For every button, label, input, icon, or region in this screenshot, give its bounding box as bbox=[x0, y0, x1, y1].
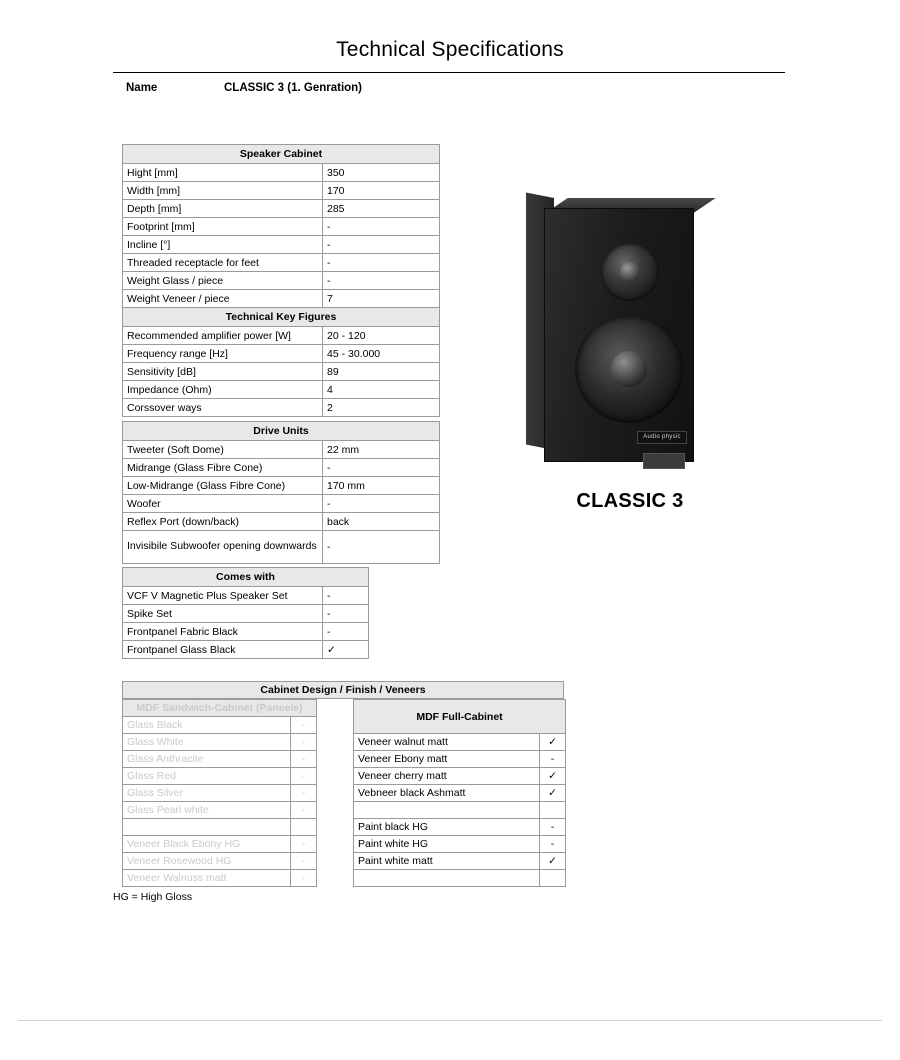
row-label: Veneer Ebony matt bbox=[354, 751, 540, 768]
row-value: - bbox=[291, 853, 317, 870]
row-label: Glass Silver bbox=[123, 785, 291, 802]
row-value: - bbox=[291, 836, 317, 853]
table-header: Comes with bbox=[123, 568, 369, 587]
table-row bbox=[354, 785, 566, 802]
table-row bbox=[123, 327, 440, 345]
row-value: ✓ bbox=[540, 853, 566, 870]
row-label: Sensitivity [dB] bbox=[123, 363, 323, 381]
row-value: - bbox=[323, 254, 440, 272]
cabinet-front-baffle bbox=[544, 208, 694, 462]
brand-logo-plate: Audio physic bbox=[637, 431, 687, 444]
row-value: 170 mm bbox=[323, 477, 440, 495]
row-label: Width [mm] bbox=[123, 182, 323, 200]
row-label bbox=[123, 819, 291, 836]
row-label: Impedance (Ohm) bbox=[123, 381, 323, 399]
woofer-driver-icon bbox=[575, 315, 683, 423]
row-label: Midrange (Glass Fibre Cone) bbox=[123, 459, 323, 477]
product-image-area bbox=[500, 190, 760, 512]
table-row bbox=[123, 236, 440, 254]
row-value bbox=[291, 819, 317, 836]
row-value: ✓ bbox=[540, 785, 566, 802]
table-row bbox=[123, 605, 369, 623]
table-header: Cabinet Design / Finish / Veneers bbox=[122, 681, 564, 699]
row-value: - bbox=[291, 751, 317, 768]
row-label: Glass Pearl white bbox=[123, 802, 291, 819]
table-row bbox=[123, 495, 440, 513]
title-divider bbox=[113, 72, 785, 73]
row-value: - bbox=[291, 785, 317, 802]
row-value: - bbox=[323, 236, 440, 254]
table-row bbox=[123, 734, 317, 751]
table-row bbox=[123, 531, 440, 564]
table-row bbox=[354, 751, 566, 768]
row-label: Frontpanel Fabric Black bbox=[123, 623, 323, 641]
table-row bbox=[123, 441, 440, 459]
row-value: - bbox=[323, 587, 369, 605]
table-drive-units bbox=[122, 421, 440, 564]
row-label: Vebneer black Ashmatt bbox=[354, 785, 540, 802]
table-row bbox=[123, 254, 440, 272]
row-value: - bbox=[323, 218, 440, 236]
table-row bbox=[123, 623, 369, 641]
table-row bbox=[123, 363, 440, 381]
table-header: Technical Key Figures bbox=[123, 308, 440, 327]
table-row bbox=[123, 751, 317, 768]
row-value: ✓ bbox=[323, 641, 369, 659]
row-value: 20 - 120 bbox=[323, 327, 440, 345]
table-row bbox=[123, 290, 440, 308]
row-label: Spike Set bbox=[123, 605, 323, 623]
speaker-illustration bbox=[526, 198, 708, 466]
name-value: CLASSIC 3 (1. Genration) bbox=[224, 82, 363, 94]
table-row bbox=[123, 381, 440, 399]
row-value: ✓ bbox=[540, 734, 566, 751]
row-value: - bbox=[323, 272, 440, 290]
tweeter-driver-icon bbox=[601, 243, 659, 301]
table-header: Drive Units bbox=[123, 422, 440, 441]
row-value: 4 bbox=[323, 381, 440, 399]
row-value: - bbox=[540, 819, 566, 836]
table-technical-key-figures bbox=[122, 307, 440, 417]
row-value: 7 bbox=[323, 290, 440, 308]
row-value: back bbox=[323, 513, 440, 531]
table-row bbox=[123, 182, 440, 200]
table-row bbox=[123, 819, 317, 836]
row-value bbox=[540, 870, 566, 887]
row-value: - bbox=[291, 717, 317, 734]
row-value bbox=[540, 802, 566, 819]
table-row bbox=[123, 345, 440, 363]
row-value: - bbox=[323, 623, 369, 641]
row-label: Frontpanel Glass Black bbox=[123, 641, 323, 659]
row-value: 45 - 30.000 bbox=[323, 345, 440, 363]
row-label: Veneer Walnuss matt bbox=[123, 870, 291, 887]
row-label: VCF V Magnetic Plus Speaker Set bbox=[123, 587, 323, 605]
row-label: Veneer cherry matt bbox=[354, 768, 540, 785]
table-speaker-cabinet bbox=[122, 144, 440, 308]
row-label: Glass White bbox=[123, 734, 291, 751]
row-label: Weight Veneer / piece bbox=[123, 290, 323, 308]
table-row bbox=[354, 768, 566, 785]
table-row bbox=[354, 734, 566, 751]
table-row bbox=[123, 870, 317, 887]
table-header: Speaker Cabinet bbox=[123, 145, 440, 164]
table-row bbox=[354, 870, 566, 887]
row-label: Veneer Black Ebony HG bbox=[123, 836, 291, 853]
row-label bbox=[354, 870, 540, 887]
table-row bbox=[354, 819, 566, 836]
table-row bbox=[123, 459, 440, 477]
page-title: Technical Specifications bbox=[336, 38, 564, 61]
table-row bbox=[123, 399, 440, 417]
table-row bbox=[354, 836, 566, 853]
row-label: Veneer Rosewood HG bbox=[123, 853, 291, 870]
row-value: - bbox=[540, 751, 566, 768]
row-value: 285 bbox=[323, 200, 440, 218]
table-row bbox=[123, 836, 317, 853]
row-label: Reflex Port (down/back) bbox=[123, 513, 323, 531]
table-header: MDF Full-Cabinet bbox=[354, 700, 566, 734]
row-label: Invisibile Subwoofer opening downwards bbox=[123, 531, 323, 564]
product-caption: CLASSIC 3 bbox=[576, 490, 684, 512]
row-label: Glass Red bbox=[123, 768, 291, 785]
table-row bbox=[123, 218, 440, 236]
table-row bbox=[354, 853, 566, 870]
name-label: Name bbox=[126, 82, 158, 94]
row-value: 22 mm bbox=[323, 441, 440, 459]
row-label: Tweeter (Soft Dome) bbox=[123, 441, 323, 459]
table-row bbox=[354, 802, 566, 819]
row-value: - bbox=[323, 531, 440, 564]
row-value: - bbox=[540, 836, 566, 853]
row-label: Recommended amplifier power [W] bbox=[123, 327, 323, 345]
table-row bbox=[123, 641, 369, 659]
row-value: - bbox=[291, 802, 317, 819]
table-row bbox=[123, 513, 440, 531]
row-value: - bbox=[291, 734, 317, 751]
table-comes-with bbox=[122, 567, 369, 659]
row-label: Paint white HG bbox=[354, 836, 540, 853]
base-plate bbox=[643, 453, 685, 469]
row-label: Depth [mm] bbox=[123, 200, 323, 218]
row-label: Hight [mm] bbox=[123, 164, 323, 182]
row-label: Veneer walnut matt bbox=[354, 734, 540, 751]
table-row bbox=[123, 853, 317, 870]
row-label: Glass Anthracite bbox=[123, 751, 291, 768]
section-cabinet-design bbox=[122, 681, 564, 887]
table-mdf-full-cabinet bbox=[353, 699, 566, 887]
table-mdf-sandwich-cabinet bbox=[122, 699, 317, 887]
row-label: Frequency range [Hz] bbox=[123, 345, 323, 363]
footer-divider bbox=[18, 1020, 882, 1021]
table-row bbox=[123, 768, 317, 785]
table-row bbox=[123, 200, 440, 218]
row-label: Paint black HG bbox=[354, 819, 540, 836]
row-label: Paint white matt bbox=[354, 853, 540, 870]
table-header: MDF Sandwich-Cabinet (Paneele) bbox=[123, 700, 317, 717]
row-label: Low-Midrange (Glass Fibre Cone) bbox=[123, 477, 323, 495]
footnote-high-gloss: HG = High Gloss bbox=[113, 891, 193, 903]
row-label: Glass Black bbox=[123, 717, 291, 734]
row-value: - bbox=[291, 870, 317, 887]
table-row bbox=[123, 587, 369, 605]
table-row bbox=[123, 477, 440, 495]
row-label: Threaded receptacle for feet bbox=[123, 254, 323, 272]
row-label: Footprint [mm] bbox=[123, 218, 323, 236]
row-label: Incline [°] bbox=[123, 236, 323, 254]
row-value: - bbox=[323, 495, 440, 513]
row-value: - bbox=[323, 459, 440, 477]
table-row bbox=[123, 272, 440, 290]
row-label: Weight Glass / piece bbox=[123, 272, 323, 290]
table-row bbox=[123, 717, 317, 734]
table-row bbox=[123, 802, 317, 819]
row-value: 89 bbox=[323, 363, 440, 381]
row-label bbox=[354, 802, 540, 819]
table-row bbox=[123, 164, 440, 182]
row-value: 350 bbox=[323, 164, 440, 182]
table-row bbox=[123, 785, 317, 802]
row-label: Corssover ways bbox=[123, 399, 323, 417]
row-value: 170 bbox=[323, 182, 440, 200]
row-value: ✓ bbox=[540, 768, 566, 785]
row-value: 2 bbox=[323, 399, 440, 417]
row-value: - bbox=[291, 768, 317, 785]
row-value: - bbox=[323, 605, 369, 623]
row-label: Woofer bbox=[123, 495, 323, 513]
